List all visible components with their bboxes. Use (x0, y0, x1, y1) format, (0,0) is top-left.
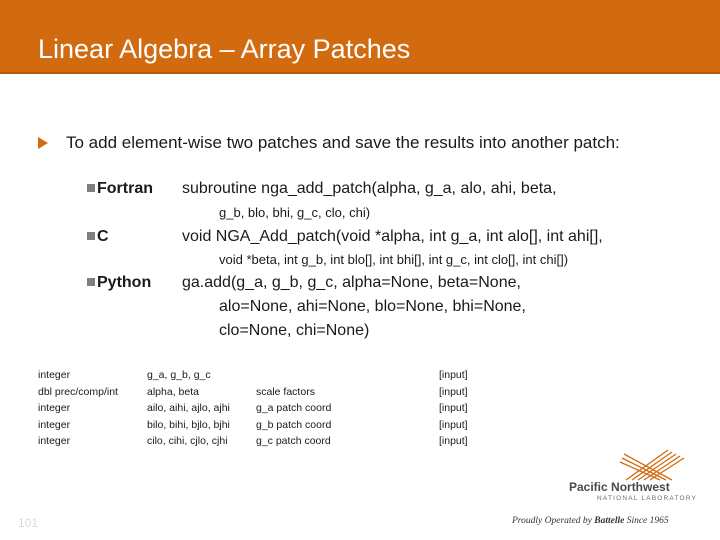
arg-io: [input] (439, 385, 468, 398)
arg-name: bilo, bihi, bjlo, bjhi (147, 418, 230, 431)
arg-name: ailo, aihi, ajlo, ajhi (147, 402, 230, 414)
c-label: C (97, 228, 109, 245)
logo-line2: NATIONAL LABORATORY (597, 495, 698, 502)
arg-description: g_a patch coord (256, 402, 332, 414)
pnnl-logo-mark-icon (560, 448, 710, 482)
arg-description (256, 367, 331, 384)
title-bar (0, 0, 720, 72)
arg-description: g_b patch coord (256, 418, 332, 431)
arg-io: [input] (439, 402, 468, 414)
python-signature-line3: clo=None, chi=None) (219, 322, 370, 339)
arg-type: integer (38, 435, 71, 447)
slide-title: Linear Algebra – Array Patches (38, 34, 411, 64)
arg-io-column (439, 367, 468, 450)
arg-io: [input] (439, 418, 468, 431)
arg-io: [input] (439, 435, 468, 447)
arg-type: integer (38, 418, 71, 431)
fortran-signature-line2: g_b, blo, bhi, g_c, clo, chi) (219, 205, 371, 220)
arg-types-column (38, 367, 118, 450)
python-signature-line1: ga.add(g_a, g_b, g_c, alpha=None, beta=None, (182, 274, 521, 291)
arg-names-column (147, 367, 230, 450)
python-signature-line2: alo=None, ahi=None, blo=None, bhi=None, (219, 298, 526, 315)
fortran-signature-line1: subroutine nga_add_patch(alpha, g_a, alo, ahi, beta, (182, 180, 557, 197)
arg-name: cilo, cihi, cjlo, cjhi (147, 435, 228, 447)
tagline-suffix: Since 1965 (624, 516, 669, 526)
fortran-label: Fortran (97, 180, 153, 197)
arg-descriptions-column (256, 367, 331, 450)
battelle-tagline (512, 516, 669, 526)
arg-type: integer (38, 369, 71, 381)
tagline-prefix: Proudly Operated by (512, 516, 595, 526)
pnnl-logo (560, 448, 710, 508)
arg-name: g_a, g_b, g_c (147, 369, 211, 381)
c-signature-line2: void *beta, int g_b, int blo[], int bhi[], int g_c, int clo[], int chi[]) (219, 252, 569, 267)
arg-io: [input] (439, 369, 468, 381)
square-bullet-icon (87, 278, 95, 286)
square-bullet-icon (87, 184, 95, 192)
python-label: Python (97, 274, 152, 291)
tagline-brand: Battelle (594, 516, 625, 526)
page-number: 101 (18, 516, 39, 530)
arg-description: g_c patch coord (256, 435, 331, 447)
title-divider (0, 72, 720, 74)
arg-type: dbl prec/comp/int (38, 385, 118, 398)
triangle-bullet-icon (38, 137, 48, 149)
square-bullet-icon (87, 232, 95, 240)
logo-line1: Pacific Northwest (569, 480, 670, 494)
arg-name: alpha, beta (147, 385, 199, 398)
c-signature-line1: void NGA_Add_patch(void *alpha, int g_a, int alo[], int ahi[], (182, 228, 603, 245)
arg-type: integer (38, 402, 71, 414)
main-bullet-text: To add element-wise two patches and save the results into another patch: (66, 133, 620, 152)
arg-description: scale factors (256, 385, 315, 398)
